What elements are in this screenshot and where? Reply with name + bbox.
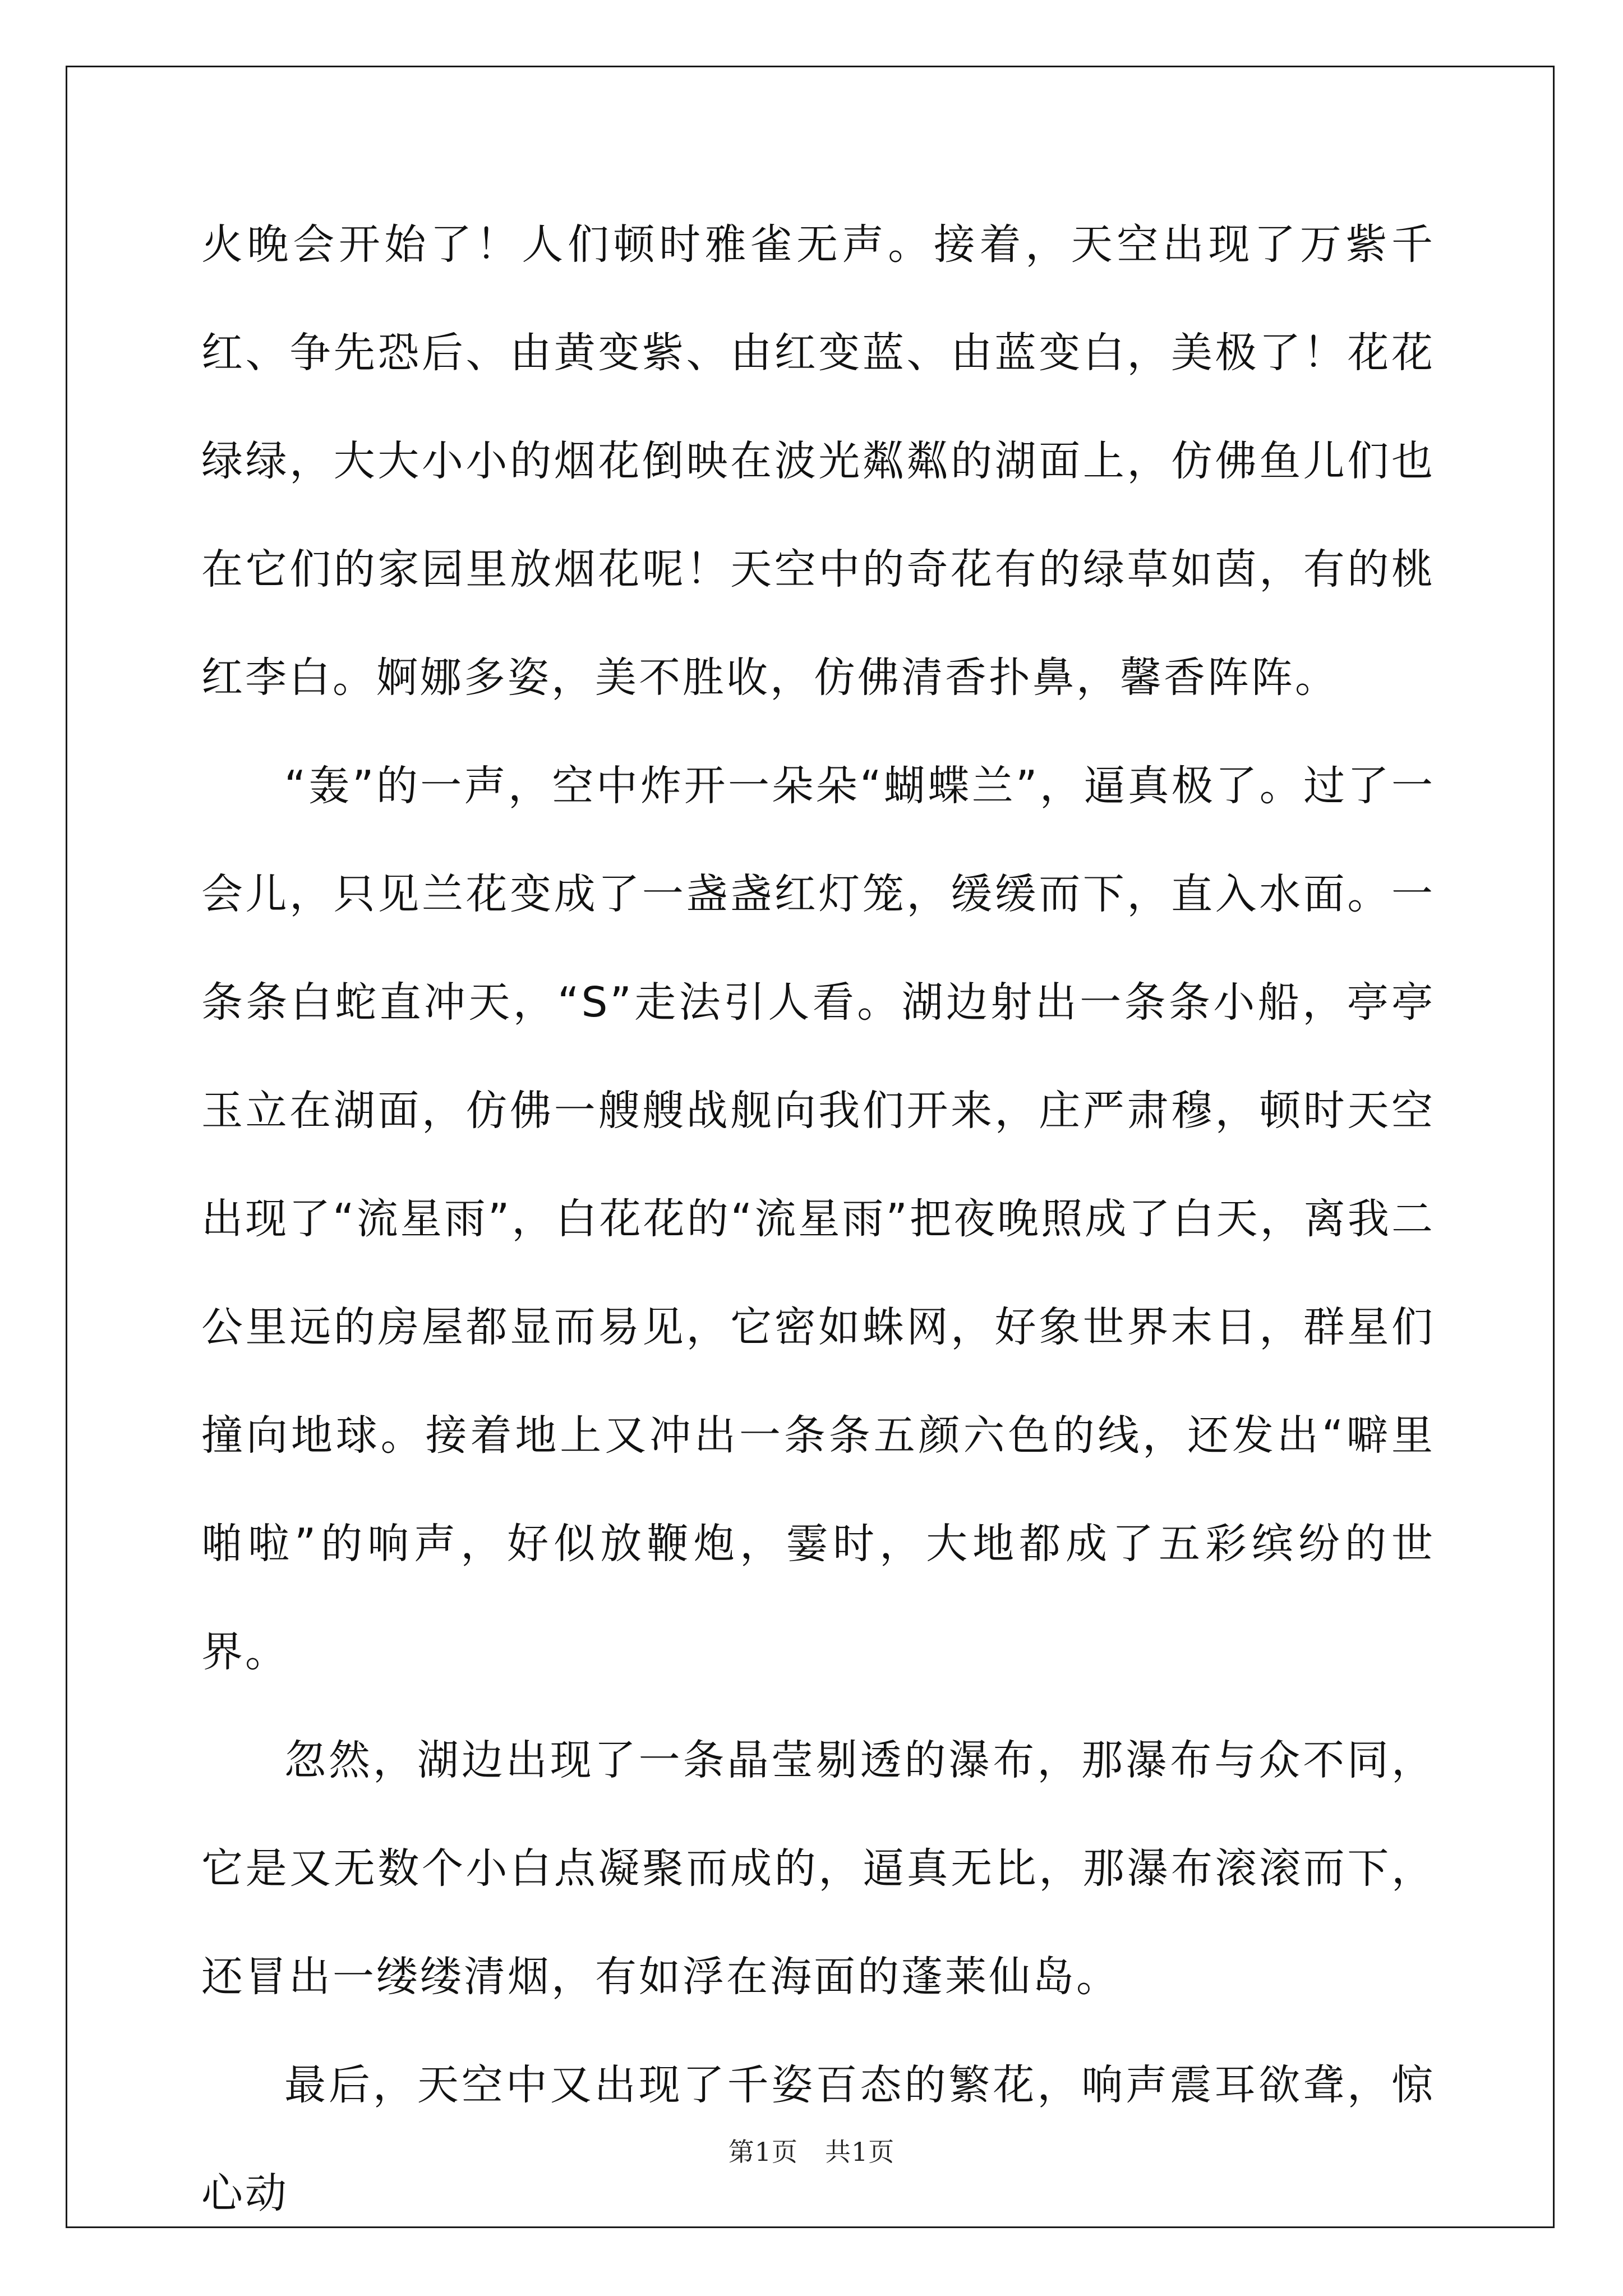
page-total: 共1页 bbox=[825, 2137, 895, 2167]
document-body bbox=[201, 191, 1435, 2248]
paragraph: 最后，天空中又出现了千姿百态的繁花，响声震耳欲聋，惊心动 bbox=[201, 2061, 1435, 2217]
page-number: 第1页 bbox=[728, 2137, 798, 2167]
paragraph: “轰”的一声，空中炸开一朵朵“蝴蝶兰”，逼真极了。过了一会儿，只见兰花变成了一盏盏红灯笼，缓缓而下，直入水面。一条条白蛇直冲天，“S”走法引人看。湖边射出一条条小船，亭亭玉立在湖面，仿佛一艘艘战舰向我们开来，庄严肃穆，顿时天空出现了“流星雨”，白花花的“流星雨”把夜晚照成了白天，离我二公里远的房屋都显而易见，它密如蛛网，好象世界末日，群星们撞向地球。接着地上又冲出一条条五颜六色的线，还发出“噼里啪啦”的响声，好似放鞭炮，霎时，大地都成了五彩缤纷的世界。 bbox=[201, 762, 1435, 1676]
paragraph: 火晚会开始了！人们顿时雅雀无声。接着，天空出现了万紫千红、争先恐后、由黄变紫、由红变蓝、由蓝变白，美极了！花花绿绿，大大小小的烟花倒映在波光粼粼的湖面上，仿佛鱼儿们也在它们的家园里放烟花呢！天空中的奇花有的绿草如茵，有的桃红李白。婀娜多姿，美不胜收，仿佛清香扑鼻，馨香阵阵。 bbox=[201, 220, 1435, 702]
page-footer bbox=[0, 2132, 1623, 2169]
paragraph: 忽然，湖边出现了一条晶莹剔透的瀑布，那瀑布与众不同，它是又无数个小白点凝聚而成的，逼真无比，那瀑布滚滚而下，还冒出一缕缕清烟，有如浮在海面的蓬莱仙岛。 bbox=[201, 1736, 1435, 2001]
